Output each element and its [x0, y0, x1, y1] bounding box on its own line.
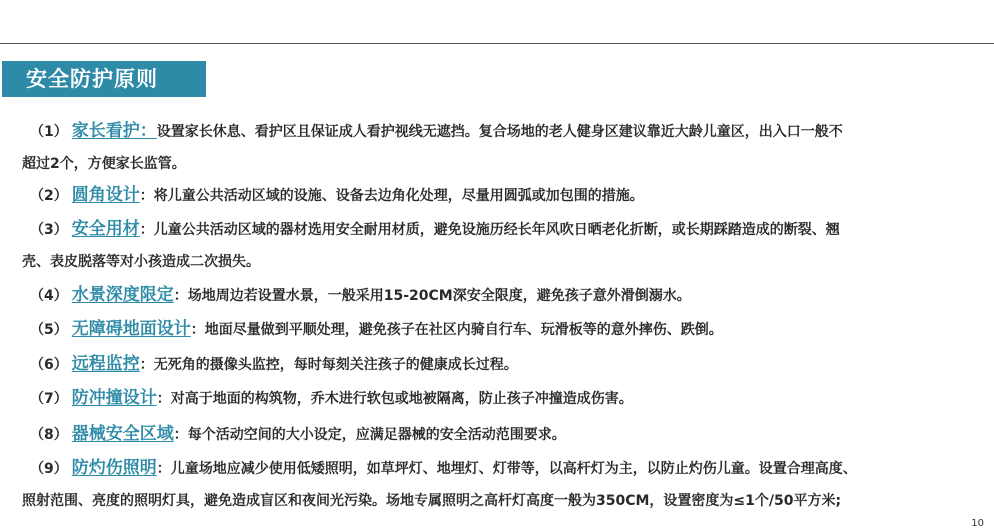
item-number: （2） — [30, 188, 68, 204]
item-text: ：每个活动空间的大小设定，应满足器械的安全活动范围要求。 — [173, 427, 566, 443]
list-item — [22, 424, 982, 445]
list-item — [22, 121, 982, 174]
item-keyword: 圆角设计 — [71, 185, 140, 205]
item-number: （3） — [30, 222, 68, 238]
item-keyword: 防冲撞设计 — [71, 388, 157, 408]
item-number: （1） — [30, 124, 68, 140]
item-number: （9） — [30, 461, 68, 477]
item-keyword: 远程监控 — [71, 354, 140, 374]
item-keyword: 器械安全区域 — [71, 424, 174, 444]
item-text: ：无死角的摄像头监控，每时每刻关注孩子的健康成长过程。 — [139, 357, 518, 373]
item-number: （5） — [30, 322, 68, 338]
item-keyword: 无障碍地面设计 — [71, 319, 191, 339]
item-keyword: 防灼伤照明 — [71, 458, 157, 478]
item-number: （6） — [30, 357, 68, 373]
page-number: 10 — [971, 518, 984, 529]
section-title: 安全防护原则 — [2, 61, 206, 97]
item-keyword: 水景深度限定 — [71, 285, 174, 305]
list-item — [22, 458, 982, 511]
item-keyword: 安全用材 — [71, 219, 140, 239]
item-text: ：儿童公共活动区域的器材选用安全耐用材质，避免设施历经长年风吹日晒老化折断，或长期踩踏造成的断裂、翘 — [139, 222, 840, 238]
list-item — [22, 185, 982, 206]
item-number: （4） — [30, 288, 68, 304]
item-text-continued: 超过2个，方便家长监管。 — [22, 156, 186, 172]
list-item — [22, 219, 982, 272]
item-text: ：对高于地面的构筑物，乔木进行软包或地被隔离，防止孩子冲撞造成伤害。 — [156, 391, 633, 407]
item-text: ：儿童场地应减少使用低矮照明，如草坪灯、地埋灯、灯带等，以高杆灯为主，以防止灼伤儿童。设置合理高度、 — [156, 461, 857, 477]
item-text: 设置家长休息、看护区且保证成人看护视线无遮挡。复合场地的老人健身区建议靠近大龄儿童区，出入口一般不 — [156, 124, 843, 140]
item-text: ：场地周边若设置水景，一般采用15-20CM深安全限度，避免孩子意外滑倒溺水。 — [173, 288, 691, 304]
item-number: （8） — [30, 427, 68, 443]
item-text-continued: 壳、表皮脱落等对小孩造成二次损失。 — [22, 254, 260, 270]
item-keyword: 家长看护： — [71, 121, 157, 141]
item-text: ：将儿童公共活动区域的设施、设备去边角化处理，尽量用圆弧或加包围的措施。 — [139, 188, 644, 204]
list-item — [22, 285, 982, 306]
list-item — [22, 319, 982, 340]
list-item — [22, 388, 982, 409]
item-text-continued: 照射范围、亮度的照明灯具，避免造成盲区和夜间光污染。场地专属照明之高杆灯高度一般为350CM，设置密度为≤1个/50平方米; — [22, 493, 842, 509]
item-number: （7） — [30, 391, 68, 407]
list-item — [22, 354, 982, 375]
item-text: ：地面尽量做到平顺处理，避免孩子在社区内骑自行车、玩滑板等的意外摔伤、跌倒。 — [190, 322, 723, 338]
header-divider — [0, 43, 994, 44]
